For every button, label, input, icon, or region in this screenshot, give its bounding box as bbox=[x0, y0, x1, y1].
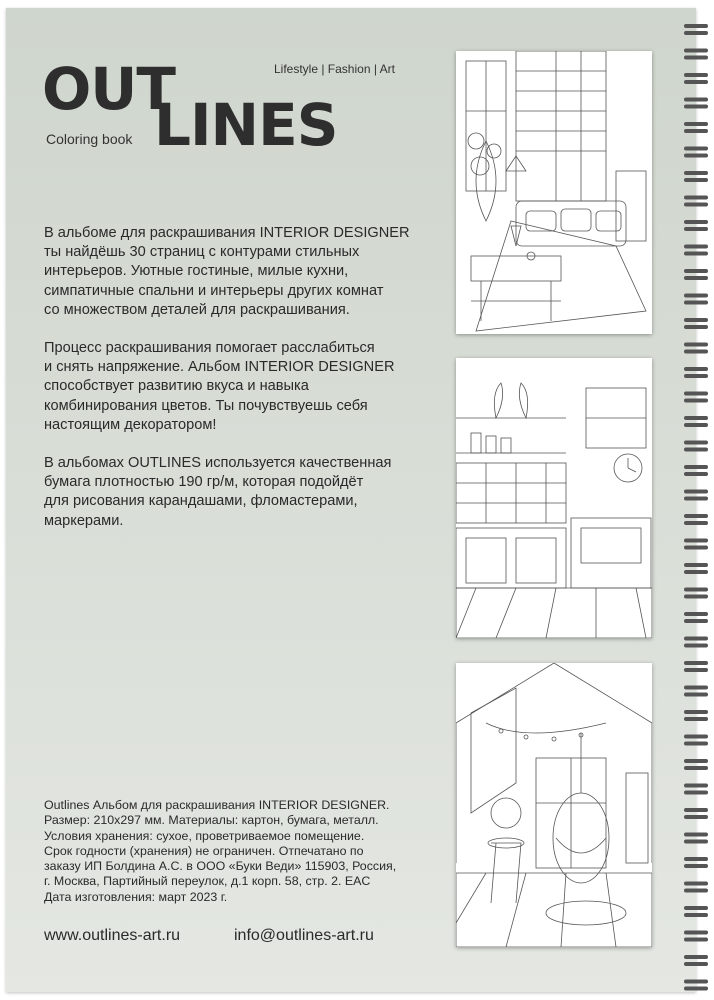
spiral-ring bbox=[684, 864, 708, 868]
spiral-ring bbox=[684, 668, 708, 672]
spiral-ring bbox=[684, 245, 708, 249]
spiral-ring bbox=[684, 644, 708, 648]
spiral-ring bbox=[684, 857, 708, 861]
spiral-ring bbox=[684, 766, 708, 770]
spiral-ring bbox=[684, 563, 708, 567]
spiral-ring bbox=[684, 294, 708, 298]
spiral-ring bbox=[684, 742, 708, 746]
spiral-ring bbox=[684, 147, 708, 151]
living-room-line-art-icon bbox=[456, 51, 652, 334]
spiral-ring bbox=[684, 465, 708, 469]
book-back-cover bbox=[6, 8, 696, 992]
spiral-ring bbox=[684, 73, 708, 77]
spiral-ring bbox=[684, 56, 708, 60]
spiral-ring bbox=[684, 325, 708, 329]
spiral-ring bbox=[684, 686, 708, 690]
spiral-ring bbox=[684, 955, 708, 959]
spiral-ring bbox=[684, 196, 708, 200]
spiral-ring bbox=[684, 938, 708, 942]
spiral-ring bbox=[684, 399, 708, 403]
brand-tagline: Lifestyle | Fashion | Art bbox=[274, 62, 395, 76]
spiral-ring bbox=[684, 619, 708, 623]
spiral-ring bbox=[684, 735, 708, 739]
spiral-ring bbox=[684, 962, 708, 966]
spiral-ring bbox=[684, 570, 708, 574]
spiral-binding-icon bbox=[680, 14, 710, 994]
spiral-ring bbox=[684, 833, 708, 837]
description-paragraph-1: В альбоме для раскрашивания INTERIOR DESIGNER ты найдёшь 30 страниц с контурами стильных интерьеров. Уютные гостиные, милые кухни, симпатичные спальни и интерьеры других комнат со множеством деталей для раскрашивания. bbox=[44, 225, 410, 318]
spiral-ring bbox=[684, 882, 708, 886]
spiral-ring bbox=[684, 595, 708, 599]
spiral-ring bbox=[684, 448, 708, 452]
attic-bedroom-line-art-icon bbox=[456, 663, 652, 947]
spiral-ring bbox=[684, 539, 708, 543]
kitchen-line-art-icon bbox=[456, 358, 652, 638]
spiral-ring bbox=[684, 913, 708, 917]
email-link[interactable]: info@outlines-art.ru bbox=[234, 927, 374, 944]
spiral-ring bbox=[684, 497, 708, 501]
spiral-ring bbox=[684, 612, 708, 616]
book-subtitle: Coloring book bbox=[46, 131, 133, 147]
description-paragraph-3: В альбомах OUTLINES используется качественная бумага плотностью 190 гр/м, которая подойдёт для рисования карандашами, фломастерами, маркерами. bbox=[44, 455, 392, 529]
spiral-ring bbox=[684, 889, 708, 893]
spiral-ring bbox=[684, 276, 708, 280]
spiral-ring bbox=[684, 301, 708, 305]
spiral-ring bbox=[684, 661, 708, 665]
spiral-ring bbox=[684, 840, 708, 844]
spiral-ring bbox=[684, 416, 708, 420]
description-paragraph-2: Процесс раскрашивания помогает расслабиться и снять напряжение. Альбом INTERIOR DESIGNER способствует развитию вкуса и навыка комбинирования цветов. Ты почувствуешь себя настоящим декоратором! bbox=[44, 340, 395, 433]
spiral-ring bbox=[684, 227, 708, 231]
spiral-ring bbox=[684, 588, 708, 592]
spiral-ring bbox=[684, 171, 708, 175]
spiral-ring bbox=[684, 637, 708, 641]
spiral-ring bbox=[684, 717, 708, 721]
spiral-ring bbox=[684, 693, 708, 697]
spiral-ring bbox=[684, 521, 708, 525]
product-specs: Outlines Альбом для раскрашивания INTERIOR DESIGNER. Размер: 210x297 мм. Материалы: картон, бумага, металл. Условия хранения: сухое, проветриваемое помещение. Срок годности (хранения) не ограничен. Отпечатано по заказу ИП Болдина А.С. в ООО «Буки Веди» 115903, Россия, г. Москва, Партийный переулок, д.1 корп. 58, стр. 2. EAC Дата изготовления: март 2023 г. bbox=[44, 798, 397, 904]
spiral-ring bbox=[684, 154, 708, 158]
spiral-ring bbox=[684, 122, 708, 126]
book-description bbox=[44, 224, 424, 550]
spiral-ring bbox=[684, 808, 708, 812]
website-link[interactable]: www.outlines-art.ru bbox=[44, 927, 181, 944]
spiral-ring bbox=[684, 203, 708, 207]
spiral-ring bbox=[684, 490, 708, 494]
spiral-ring bbox=[684, 423, 708, 427]
spiral-ring bbox=[684, 269, 708, 273]
spiral-ring bbox=[684, 220, 708, 224]
spiral-ring bbox=[684, 80, 708, 84]
spiral-ring bbox=[684, 514, 708, 518]
spiral-ring bbox=[684, 374, 708, 378]
spiral-ring bbox=[684, 987, 708, 991]
spiral-ring bbox=[684, 980, 708, 984]
spiral-ring bbox=[684, 815, 708, 819]
spiral-ring bbox=[684, 343, 708, 347]
spiral-ring bbox=[684, 546, 708, 550]
logo-out-text: OUT bbox=[42, 55, 175, 123]
spiral-ring bbox=[684, 791, 708, 795]
spiral-ring bbox=[684, 252, 708, 256]
spiral-ring bbox=[684, 24, 708, 28]
spiral-ring bbox=[684, 906, 708, 910]
spiral-ring bbox=[684, 318, 708, 322]
logo-lines-text: LINES bbox=[154, 91, 338, 159]
spiral-ring bbox=[684, 441, 708, 445]
spiral-ring bbox=[684, 472, 708, 476]
spiral-ring bbox=[684, 178, 708, 182]
spiral-ring bbox=[684, 931, 708, 935]
spiral-ring bbox=[684, 129, 708, 133]
spiral-ring bbox=[684, 367, 708, 371]
spiral-binding-rings bbox=[680, 14, 710, 994]
spiral-ring bbox=[684, 31, 708, 35]
spiral-ring bbox=[684, 350, 708, 354]
spiral-ring bbox=[684, 105, 708, 109]
spiral-ring bbox=[684, 710, 708, 714]
spiral-ring bbox=[684, 759, 708, 763]
spiral-ring bbox=[684, 392, 708, 396]
spiral-ring bbox=[684, 98, 708, 102]
spiral-ring bbox=[684, 49, 708, 53]
spiral-ring bbox=[684, 784, 708, 788]
